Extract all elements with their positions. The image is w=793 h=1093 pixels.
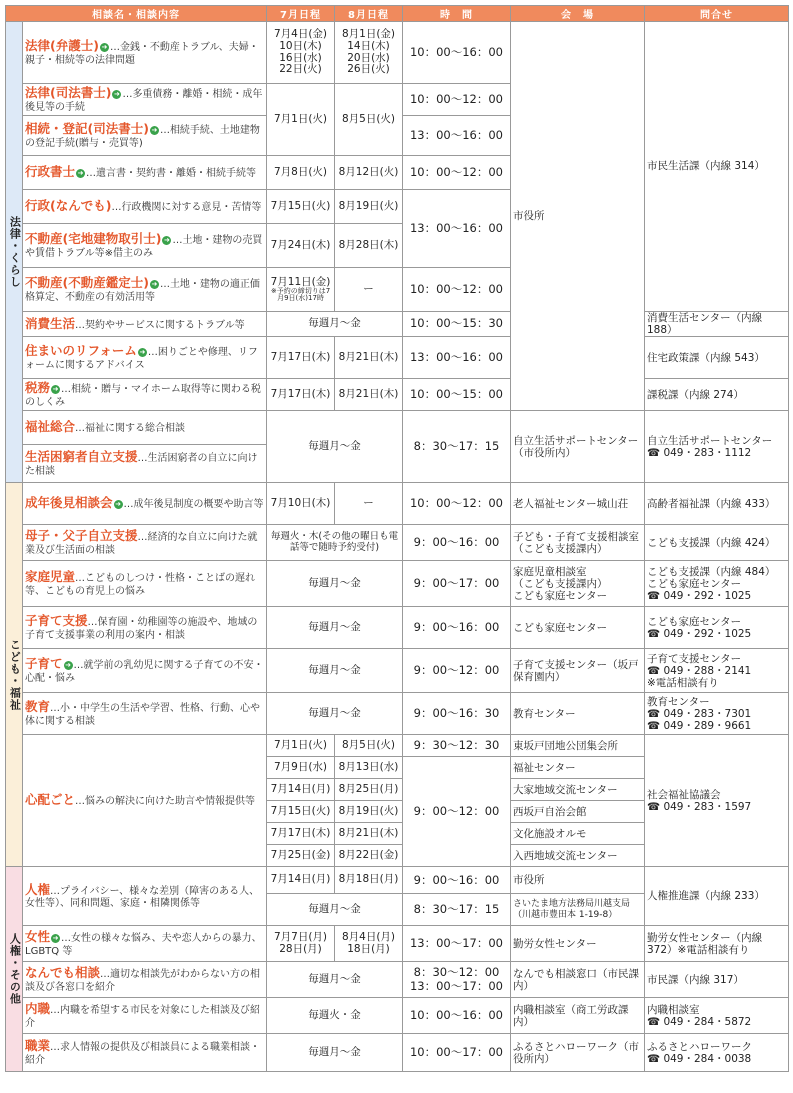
consult-name: 行政(なんでも)	[25, 198, 112, 214]
arrow-icon: ➜	[151, 126, 158, 134]
header-row	[6, 6, 789, 22]
consult-desc: …福祉に関する総合相談	[75, 423, 186, 435]
venue: 市役所	[511, 22, 645, 411]
contact: 市民生活課（内線 314）	[645, 22, 789, 312]
schedule: 毎週月～金	[267, 1034, 403, 1072]
venue: 文化施設オルモ	[511, 823, 645, 845]
table-row	[6, 998, 789, 1034]
table-row	[6, 411, 789, 445]
july-dates: 7月1日(火)	[267, 84, 335, 156]
schedule: 毎週火・金	[267, 998, 403, 1034]
venue: ふるさとハローワーク（市役所内）	[511, 1034, 645, 1072]
phone-icon: ☎	[647, 800, 661, 813]
consult-desc: …困りごとや修理、リフォームに関するアドバイス	[25, 347, 258, 371]
july-dates: 7月1日(火)	[267, 735, 335, 757]
august-dates: 8月19日(火)	[335, 801, 403, 823]
phone-icon: ☎	[647, 707, 661, 720]
contact: こども支援課（内線 484）	[647, 565, 776, 578]
phone-icon: ☎	[647, 446, 661, 459]
july-dates: 7月14日(月)	[267, 779, 335, 801]
table-row	[6, 867, 789, 894]
contact: 人権推進課（内線 233）	[645, 867, 789, 926]
consult-name: 生活困窮者自立支援	[25, 449, 138, 465]
contact-note: ※電話相談有り	[647, 676, 719, 689]
august-dates: 8月21日(木)	[335, 823, 403, 845]
consult-name: 教育	[25, 699, 51, 715]
july-dates: 7月24日(木)	[267, 224, 335, 268]
arrow-icon: ➜	[139, 348, 146, 357]
table-row	[6, 735, 789, 757]
time: 10：00～16：00	[403, 22, 511, 84]
august-dates: 8月28日(木)	[335, 224, 403, 268]
consult-name: 消費生活	[25, 315, 76, 331]
venue: 家庭児童相談室	[513, 565, 587, 578]
consult-name: 女性	[25, 929, 51, 945]
schedule: 毎週月～金	[267, 411, 403, 483]
time: 10：00～12：00	[403, 156, 511, 190]
arrow-icon: ➜	[52, 385, 59, 394]
venue: なんでも相談窓口（市民課内）	[511, 962, 645, 998]
consult-desc: …内職を希望する市民を対象にした相談及び紹介	[25, 1005, 261, 1029]
contact: ふるさとハローワーク	[647, 1040, 752, 1053]
header-contact: 問合せ	[645, 6, 789, 22]
time: 9：00～16：30	[403, 693, 511, 735]
july-dates: 7月9日(水)	[267, 757, 335, 779]
table-row	[6, 379, 789, 411]
time: 13：00～16：00	[403, 190, 511, 268]
consult-name: 職業	[25, 1038, 51, 1054]
consult-desc: …小・中学生の生活や学習、性格、行動、心や体に関する相談	[25, 703, 261, 727]
venue: 勤労女性センター	[511, 926, 645, 962]
contact: こども支援課（内線 424）	[645, 525, 789, 561]
arrow-icon: ➜	[77, 169, 84, 178]
consult-name: 法律(司法書士)	[25, 85, 112, 100]
contact-phone: 049・288・2141	[663, 664, 752, 677]
consult-name: 人権	[25, 881, 51, 897]
venue: 市役所	[511, 867, 645, 894]
consult-desc: …土地・建物の適正価格算定、不動産の有効活用等	[25, 279, 260, 303]
category-human-rights: 人権・その他	[6, 867, 23, 1072]
time: 8：30～12：00	[413, 965, 500, 980]
time: 9：30～12：30	[403, 735, 511, 757]
consult-name: 住まいのリフォーム	[25, 343, 137, 359]
time: 9：00～12：00	[403, 757, 511, 867]
time: 10：00～15：30	[403, 312, 511, 337]
reservation-note: ※予約の締切りは7月9日(水)17時	[270, 287, 331, 303]
time: 9：00～12：00	[403, 649, 511, 693]
time: 10：00～12：00	[403, 483, 511, 525]
consult-name: 福祉総合	[25, 419, 76, 435]
venue: 入西地域交流センター	[511, 845, 645, 867]
consult-desc: …成年後見制度の概要や助言等	[123, 499, 264, 511]
consultation-schedule-table-3	[5, 866, 789, 1072]
august-dates: 8月18日(月)	[335, 867, 403, 894]
contact: 内職相談室	[647, 1003, 700, 1016]
july-dates: 7月4日(金) 10日(木) 16日(水) 22日(火)	[267, 22, 335, 84]
table-row	[6, 525, 789, 561]
august-dates: 8月13日(水)	[335, 757, 403, 779]
contact: 教育センター	[647, 695, 710, 708]
august-dates: 8月5日(火)	[335, 735, 403, 757]
august-dates: ー	[335, 483, 403, 525]
august-dates: 8月5日(火)	[335, 84, 403, 156]
contact: こども家庭センター	[647, 615, 742, 628]
venue: 大家地域交流センター	[511, 779, 645, 801]
consult-name: 法律(弁護士)	[25, 38, 99, 53]
contact-phone: 049・283・1597	[663, 800, 752, 813]
time: 10：00～12：00	[403, 84, 511, 116]
consultation-schedule-table-2	[5, 482, 789, 867]
august-dates: 8月21日(木)	[335, 337, 403, 379]
arrow-icon: ➜	[164, 236, 170, 244]
august-dates: 8月22日(金)	[335, 845, 403, 867]
contact: 社会福祉協議会	[647, 788, 721, 801]
table-row	[6, 483, 789, 525]
contact: こども家庭センター	[647, 577, 742, 590]
contact: 勤労女性センター（内線372）※電話相談有り	[645, 926, 789, 962]
venue: こども家庭センター	[511, 607, 645, 649]
schedule: 毎週月～金	[267, 649, 403, 693]
time: 10：00～16：00	[403, 998, 511, 1034]
contact-phone: 049・292・1025	[663, 627, 752, 640]
time: 10：00～12：00	[403, 268, 511, 312]
july-dates: 7月15日(火)	[267, 801, 335, 823]
time: 13：00～17：00	[403, 926, 511, 962]
consult-name: 内職	[25, 1001, 51, 1017]
venue: 西坂戸自治会館	[511, 801, 645, 823]
consult-desc: …女性の様々な悩み、夫や恋人からの暴力、LGBTQ 等	[25, 933, 262, 957]
consult-name: 不動産(宅地建物取引士)	[25, 231, 162, 246]
consult-desc: …就学前の乳幼児に関する子育ての不安・心配・悩み	[25, 660, 264, 684]
venue: 子ども・子育て支援相談室（こども支援課内）	[511, 525, 645, 561]
phone-icon: ☎	[647, 719, 661, 732]
contact-phone: 049・289・9661	[663, 719, 752, 732]
category-law: 法律・くらし	[6, 22, 23, 483]
consult-desc: …生活困窮者の自立に向けた相談	[25, 453, 258, 477]
july-dates: 7月25日(金)	[267, 845, 335, 867]
category-child: こども・福祉	[6, 483, 23, 867]
time: 10：00～17：00	[403, 1034, 511, 1072]
contact: 高齢者福祉課（内線 433）	[645, 483, 789, 525]
phone-icon: ☎	[647, 627, 661, 640]
venue: こども家庭センター	[513, 589, 608, 602]
contact-phone: 049・283・1112	[663, 446, 752, 459]
contact-phone: 049・284・5872	[663, 1015, 752, 1028]
july-dates: 7月17日(木)	[267, 823, 335, 845]
consult-name: 相続・登記(司法書士)	[25, 121, 149, 136]
venue: 教育センター	[511, 693, 645, 735]
arrow-icon: ➜	[101, 43, 108, 51]
venue: 東坂戸団地公団集会所	[511, 735, 645, 757]
august-dates: 8月21日(木)	[335, 379, 403, 411]
schedule: 毎週月～金	[267, 962, 403, 998]
table-row	[6, 926, 789, 962]
table-row	[6, 1034, 789, 1072]
consult-name: なんでも相談	[25, 965, 101, 981]
venue: 子育て支援センター（坂戸保育園内）	[511, 649, 645, 693]
august-dates: 8月12日(火)	[335, 156, 403, 190]
august-dates: ー	[335, 268, 403, 312]
time: 9：00～16：00	[403, 525, 511, 561]
table-row	[6, 649, 789, 693]
consult-desc: …保育園・幼稚園等の施設や、地域の子育て支援事業の利用の案内・相談	[25, 617, 258, 641]
consult-desc: …相続・贈与・マイホーム取得等に関わる税のしくみ	[25, 384, 261, 408]
consult-desc: …こどものしつけ・性格・ことばの遅れ等、こどもの育児上の悩み	[25, 573, 256, 597]
venue: さいたま地方法務局川越支局（川越市豊田本 1-19-8）	[511, 894, 645, 926]
consult-name: 心配ごと	[25, 792, 76, 808]
july-dates: 7月11日(金)	[270, 275, 331, 288]
table-row	[6, 962, 789, 998]
consult-desc: …経済的な自立に向けた就業及び生活面の相談	[25, 532, 258, 556]
consult-desc: …遺言書・契約書・離婚・相続手続等	[86, 168, 257, 180]
july-dates: 7月10日(木)	[267, 483, 335, 525]
time: 13：00～16：00	[403, 337, 511, 379]
consult-name: 成年後見相談会	[25, 495, 113, 511]
consult-name: 不動産(不動産鑑定士)	[25, 275, 149, 290]
table-row	[6, 312, 789, 337]
august-dates: 8月1日(金) 14日(木) 20日(水) 26日(火)	[335, 22, 403, 84]
arrow-icon: ➜	[114, 90, 120, 98]
consultation-schedule-table	[5, 5, 789, 483]
schedule: 毎週月～金	[267, 312, 403, 337]
consult-desc: …適切な相談先がわからない方の相談及び各窓口を紹介	[25, 969, 261, 993]
contact: 自立生活サポートセンター	[647, 434, 773, 447]
header-venue: 会 場	[511, 6, 645, 22]
contact-phone: 049・284・0038	[663, 1052, 752, 1065]
venue-note: （こども支援課内）	[513, 577, 608, 590]
arrow-icon: ➜	[115, 500, 121, 509]
schedule: 毎週月～金	[267, 607, 403, 649]
time: 9：00～16：00	[403, 607, 511, 649]
consult-desc: …相続手続、土地建物の登記手続(贈与・売買等)	[25, 125, 260, 149]
table-row	[6, 561, 789, 607]
phone-icon: ☎	[647, 664, 661, 677]
time: 9：00～16：00	[403, 867, 511, 894]
schedule: 毎週月～金	[267, 693, 403, 735]
july-dates: 7月15日(火)	[267, 190, 335, 224]
consult-desc: …多重債務・離婚・相続・成年後見等の手続	[25, 89, 263, 113]
contact: 消費生活センター（内線 188）	[645, 312, 789, 337]
time: 8：30～17：15	[403, 411, 511, 483]
contact: 課税課（内線 274）	[645, 379, 789, 411]
july-dates: 7月7日(月) 28日(月)	[267, 926, 335, 962]
contact: 住宅政策課（内線 543）	[645, 337, 789, 379]
table-row	[6, 693, 789, 735]
august-dates: 8月25日(月)	[335, 779, 403, 801]
july-dates: 7月14日(月)	[267, 867, 335, 894]
phone-icon: ☎	[647, 1015, 661, 1028]
august-dates: 8月19日(火)	[335, 190, 403, 224]
contact-phone: 049・283・7301	[663, 707, 752, 720]
arrow-icon: ➜	[65, 661, 71, 670]
schedule: 毎週月～金	[267, 894, 403, 926]
contact-phone: 049・292・1025	[663, 589, 752, 602]
consult-desc: …求人情報の提供及び相談員による職業相談・紹介	[25, 1042, 261, 1066]
table-row	[6, 607, 789, 649]
consult-name: 行政書士	[25, 164, 76, 180]
venue: 福祉センター	[511, 757, 645, 779]
contact: 市民課（内線 317）	[645, 962, 789, 998]
consult-desc: …契約やサービスに関するトラブル等	[75, 319, 245, 331]
phone-icon: ☎	[647, 589, 661, 602]
header-july: 7月日程	[267, 6, 335, 22]
july-dates: 7月17日(木)	[267, 379, 335, 411]
time: 9：00～17：00	[403, 561, 511, 607]
table-row	[6, 22, 789, 84]
august-dates: 8月4日(月) 18日(月)	[335, 926, 403, 962]
schedule: 毎週火・木(その他の曜日も電話等で随時予約受付)	[267, 525, 403, 561]
consult-desc: …行政機関に対する意見・苦情等	[111, 202, 262, 214]
venue: 自立生活サポートセンター（市役所内）	[511, 411, 645, 483]
consult-name: 母子・父子自立支援	[25, 528, 138, 544]
venue: 老人福祉センター城山荘	[511, 483, 645, 525]
header-august: 8月日程	[335, 6, 403, 22]
phone-icon: ☎	[647, 1052, 661, 1065]
july-dates: 7月8日(火)	[267, 156, 335, 190]
consult-name: 税務	[25, 380, 51, 396]
consult-name: 子育て支援	[25, 613, 88, 629]
time: 8：30～17：15	[403, 894, 511, 926]
schedule: 毎週月～金	[267, 561, 403, 607]
time: 10：00～15：00	[403, 379, 511, 411]
consult-desc: …金銭・不動産トラブル、夫婦・親子・相続等の法律問題	[25, 42, 259, 66]
time: 13：00～17：00	[409, 978, 504, 993]
arrow-icon: ➜	[52, 934, 59, 943]
contact: 子育て支援センター	[647, 652, 742, 665]
july-dates: 7月17日(木)	[267, 337, 335, 379]
venue: 内職相談室（商工労政課内）	[511, 998, 645, 1034]
arrow-icon: ➜	[151, 280, 158, 288]
consult-desc: …プライバシー、様々な差別（障害のある人、女性等）、同和問題、家庭・相隣関係等	[25, 885, 260, 910]
consult-name: 家庭児童	[25, 569, 76, 585]
consult-desc: …土地・建物の売買や賃借トラブル等※借主のみ	[25, 235, 263, 259]
header-time: 時 間	[403, 6, 511, 22]
consult-name: 子育て	[25, 656, 63, 672]
table-row	[6, 337, 789, 379]
header-consult: 相談名・相談内容	[6, 6, 267, 22]
consult-desc: …悩みの解決に向けた助言や情報提供等	[75, 796, 256, 808]
time: 13：00～16：00	[403, 116, 511, 156]
